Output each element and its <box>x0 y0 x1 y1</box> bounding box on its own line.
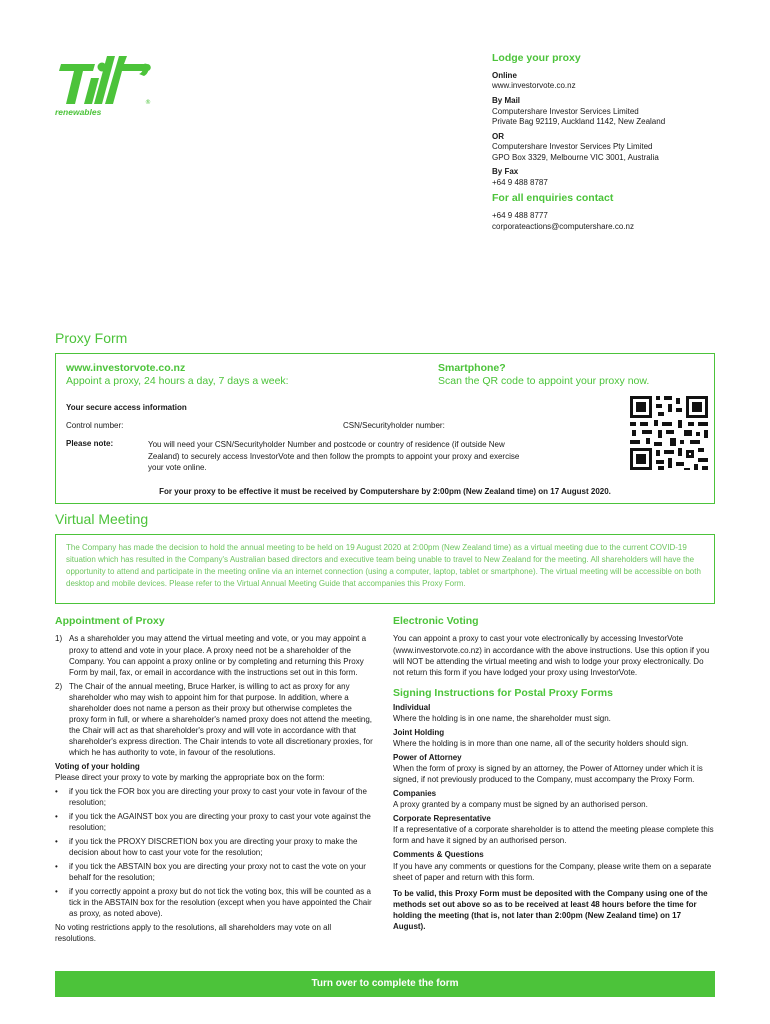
proxy-access-box <box>55 353 715 504</box>
voting-intro: Please direct your proxy to vote by marking the appropriate box on the form: <box>55 772 325 782</box>
signing-title: Signing Instructions for Postal Proxy Forms <box>393 686 613 699</box>
enquiries-title: For all enquiries contact <box>492 192 614 205</box>
voting-bullets <box>55 786 373 919</box>
lodge-title: Lodge your proxy <box>492 52 581 64</box>
appointment-item: 2) The Chair of the annual meeting, Bruce Harker, is willing to act as proxy for any shareholder who may wish to appoint him for that purpose. In addition, where a shareholder does not name a person as their proxy but otherwise completes the proxy form in full, or where a shareholder's named proxy does not attend the meeting, the Chair will act as that shareholder's proxy and will vote in accordance with that shareholder's express direction. The Chair intends to vote all discretionary proxies, for which he has authority to vote, in favour of the resolutions. <box>55 681 373 757</box>
electronic-text: You can appoint a proxy to cast your vote electronically by accessing InvestorVote (www.investorvote.co.nz) in accordance with the above instructions. Use this option if you will NOT be attending the virtual meeting and wish to lodge your proxy electronically. Do not return this form if you have lodged your proxy using InvestorVote. <box>393 634 710 677</box>
online-url[interactable]: www.investorvote.co.nz <box>492 81 576 91</box>
please-note-label: Please note: <box>66 439 114 448</box>
signing-item: Companies A proxy granted by a company must be signed by an authorised person. <box>393 789 648 810</box>
appointment-title: Appointment of Proxy <box>55 615 165 627</box>
qr-code[interactable] <box>628 394 710 472</box>
qr-code-graphic <box>628 394 710 472</box>
signing-item: Corporate Representative If a representative of a corporate shareholder is to attend the meeting please complete this form and have it signed by an authorised person. <box>393 814 714 846</box>
online-appoint <box>66 362 289 387</box>
smartphone-prompt <box>438 362 649 387</box>
mail-address-au: Computershare Investor Services Pty Limited GPO Box 3329, Melbourne VIC 3001, Australia <box>492 142 659 162</box>
virtual-meeting-title: Virtual Meeting <box>55 511 149 527</box>
virtual-meeting-box <box>55 534 715 604</box>
voting-bullet: • if you correctly appoint a proxy but do not tick the voting box, this will be counted as a tick in the ABSTAIN box for the resolution (except when you have appointed the Chair as proxy, as noted above). <box>55 887 372 919</box>
voting-bullet: • if you tick the FOR box you are directing your proxy to cast your vote in favour of the resolution; <box>55 786 367 807</box>
smartphone-heading: Smartphone? <box>438 362 506 374</box>
electronic-title: Electronic Voting <box>393 615 479 627</box>
voting-bullet: • if you tick the ABSTAIN box you are directing your proxy not to cast the vote on your behalf for the resolution; <box>55 862 366 883</box>
voting-heading: Voting of your holding <box>55 761 140 771</box>
deadline-notice: For your proxy to be effective it must be received by Computershare by 2:00pm (New Zealand time) on 17 August 2020. <box>159 487 611 496</box>
proxy-form-title: Proxy Form <box>55 330 128 346</box>
tilt-logo-mark <box>55 52 155 110</box>
voting-closing: No voting restrictions apply to the resolutions, all shareholders may vote on all resolutions. <box>55 923 332 944</box>
fax-heading: By Fax <box>492 167 519 177</box>
appointment-list <box>55 633 373 757</box>
appoint-text: Appoint a proxy, 24 hours a day, 7 days a week: <box>66 374 289 387</box>
appointment-column <box>55 614 373 944</box>
lodge-section <box>492 52 742 236</box>
csn-label: CSN/Securityholder number: <box>343 421 445 430</box>
smartphone-text: Scan the QR code to appoint your proxy now. <box>438 374 650 387</box>
signing-item: Power of Attorney When the form of proxy is signed by an attorney, the Power of Attorney under which it is signed, if not previously produced to the Company, must accompany the Proxy Form. <box>393 753 703 785</box>
control-number-label: Control number: <box>66 421 124 430</box>
mail-address-nz: Computershare Investor Services Limited Private Bag 92119, Auckland 1142, New Zealand <box>492 106 666 127</box>
online-heading: Online <box>492 70 517 80</box>
appointment-item: 1) As a shareholder you may attend the virtual meeting and vote, or you may appoint a proxy to attend and vote in your place. A proxy need not be a shareholder of the Company. You can appoint a proxy online or by completing and returning this Proxy Form by mail, fax, or email in accordance with the instructions set out in this form. <box>55 634 367 677</box>
instructions-column <box>393 614 715 932</box>
validity-notice: To be valid, this Proxy Form must be deposited with the Company using one of the methods set out above so as to be received at least 48 hours before the time for holding the meeting (that is, not later than 2:00pm (New Zealand time) on 17 August). <box>393 888 708 931</box>
virtual-meeting-text: The Company has made the decision to hold the annual meeting to be held on 19 August 2020 at 2:00pm (New Zealand time) as a virtual meeting due to the current COVID-19 situation which has resulted in the Company's Australian based directors and executive team being unable to travel to New Zealand for the meeting. All shareholders will have the opportunity to attend and participate in the meeting online via an internet connection (using a computer, laptop, tablet or smartphone). The virtual meeting will be accessible on both desktop and mobile devices. Please refer to the Virtual Annual Meeting Guide that accompanies this Proxy Form. <box>66 543 701 588</box>
voting-bullet: • if you tick the PROXY DISCRETION box you are directing your proxy to make the decision about how to cast your vote for the resolution; <box>55 837 358 858</box>
turn-over-banner: Turn over to complete the form <box>55 971 715 997</box>
signing-item: Individual Where the holding is in one name, the shareholder must sign. <box>393 703 611 724</box>
svg-text:®: ® <box>145 99 151 106</box>
signing-item: Joint Holding Where the holding is in more than one name, all of the security holders should sign. <box>393 728 689 749</box>
or-heading: OR <box>492 131 504 141</box>
signing-item: Comments & Questions If you have any comments or questions for the Company, please write them on a separate sheet of paper and return with this form. <box>393 850 712 882</box>
logo-subtitle: renewables <box>55 107 102 117</box>
voting-bullet: • if you tick the AGAINST box you are directing your proxy to cast your vote against the resolution; <box>55 811 371 832</box>
mail-heading: By Mail <box>492 95 521 105</box>
please-note-text: You will need your CSN/Securityholder Number and postcode or country of residence (if outside New Zealand) to securely access InvestorVote and then follow the prompts to appoint your proxy and exercise your vote online. <box>148 440 520 473</box>
enquiries-email[interactable]: corporateactions@computershare.co.nz <box>492 221 634 231</box>
fax-number: +64 9 488 8787 <box>492 177 548 187</box>
secure-access-heading: Your secure access information <box>66 403 187 412</box>
enquiries-phone: +64 9 488 8777 <box>492 211 548 221</box>
investorvote-link[interactable]: www.investorvote.co.nz <box>66 362 186 374</box>
